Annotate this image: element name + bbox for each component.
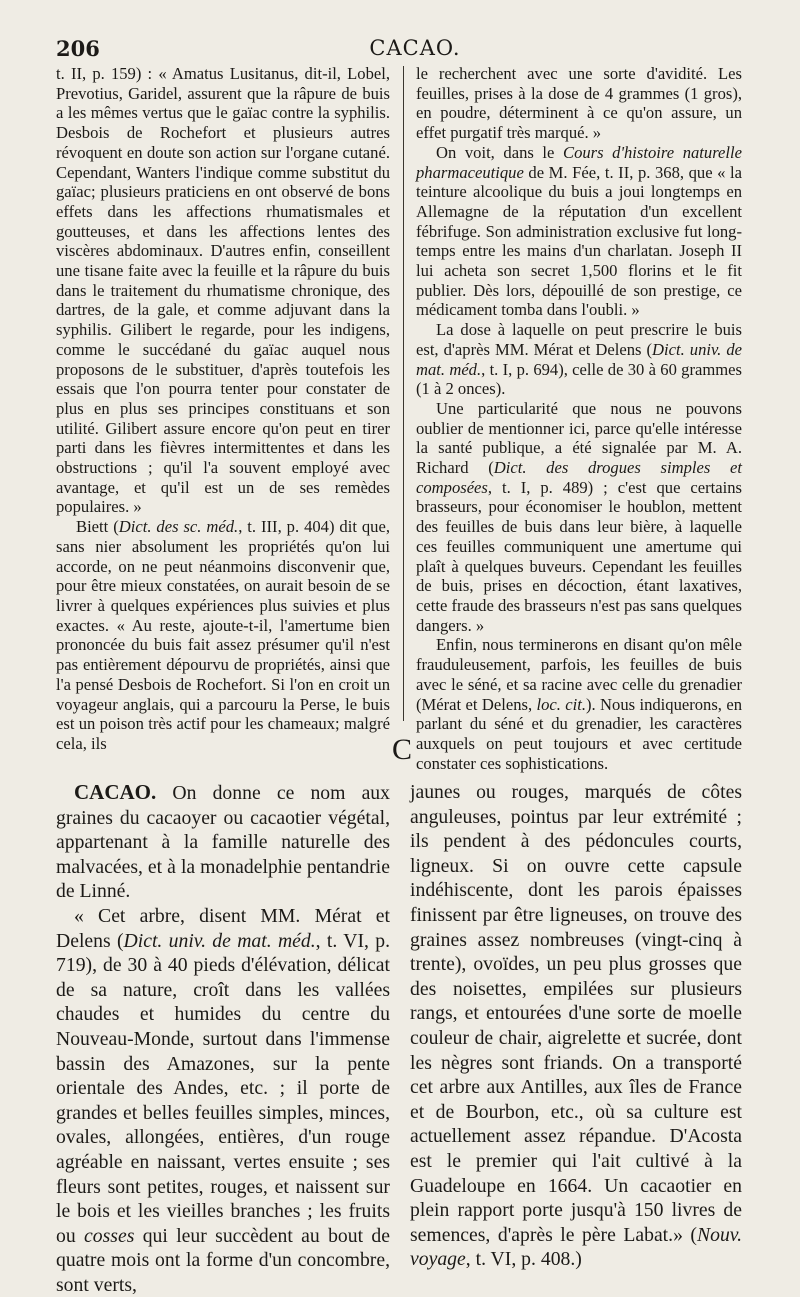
bottom-right-column	[410, 780, 742, 1271]
text: « Cet arbre, disent MM. Mérat et Delens (	[56, 904, 390, 952]
text: ). Nous indiquerons, en parlant du séné et du grenadier, les caractères auxquels on peut toujours et avec certitude constater ces sophistications.	[416, 694, 742, 773]
running-title: CACAO.	[369, 36, 461, 60]
citation: Dict. univ. de mat. méd.	[123, 929, 316, 952]
top-right-column	[416, 64, 743, 773]
paragraph-text: le recherchent avec une sorte d'avidité. Les feuilles, prises à la dose de 4 grammes (1 gros), en poudre, déterminent à ce qu'on assure, un effet purgatif très marqué. »	[416, 64, 742, 143]
citation: Dict. univ. de mat. méd.	[416, 339, 742, 379]
paragraph	[56, 904, 390, 1297]
text: , t. I, p. 489) ; c'est que certains brasseurs, pour économiser le houblon, mettent des feuilles de buis dans leur bière, à laquelle ces feuilles communiquent une amertume qui plaît à quelques buveurs. Cependant les feuilles de buis, prises en décoction, étant laxatives, cette fraude des brasseurs n'est pas sans quelques dangers. »	[416, 477, 743, 635]
page-number: 206	[56, 36, 100, 61]
text: qui leur succèdent au bout de quatre mois ont la forme d'un concombre, sont verts,	[56, 1224, 391, 1296]
text: Une particularité que nous ne pouvons oublier de mentionner ici, parce qu'elle intéresse la santé publique, a été signalée par M. A. Richard (	[416, 398, 742, 478]
citation: Dict. des drogues simples et composées	[416, 458, 743, 497]
text: jaunes ou rouges, marqués de côtes anguleuses, pointus par leur extrémité ; ils pendent à des pédoncules courts, ligneux. Si on ouvre cette capsule indéhiscente, dont les parois épaisses finissent par être ligneuses, on trouve des graines assez nombreuses (vingt-cinq à trente), ovoïdes, un peu plus grosses que des noisettes, empilées sur plusieurs rangs, et entourées d'une sorte de moelle couleur de chair, aigrelette et sucrée, dont les nègres sont friands. On a transporté cet arbre aux Antilles, aux îles de France et de Bourbon, etc., où sa culture est actuellement assez répandue. D'Acosta est le premier qui l'ait cultivé à la Guadeloupe en 1664. Un cacaotier en plein rapport porte jusqu'à 150 livres de semences, d'après le père Labat.» (	[410, 781, 742, 1246]
citation: Nouv. voyage	[410, 1223, 742, 1271]
column-divider	[403, 66, 404, 721]
paragraph	[56, 780, 390, 904]
top-left-column	[56, 64, 390, 753]
citation: Cours d'histoire naturelle pharmaceutique	[416, 142, 742, 182]
text: de M. Fée, t. II, p. 368, que « la teinture alcoolique du buis a joui longtemps en Allemagne de la réputation d'un excellent fébrifuge. Son administration exclusive fut long-temps entre les mains d'un charlatan. Joseph II lui acheta son secret 1,500 florins et le fit publier. Dès lors, dépouillé de son prestige, ce médicament tomba dans l'oubli. »	[416, 162, 742, 320]
paragraph	[410, 780, 742, 1272]
text: On voit, dans le	[436, 142, 563, 162]
text: , t. III, p. 404) dit que, sans nier absolument les propriétés qu'on lui accorde, on ne peut néanmoins disconvenir que, pour être mieux constatées, on aurait besoin de se livrer à quelques expériences plus suivies et plus exactes. « Au reste, ajoute-t-il, l'amertume bien prononcée du buis fait assez présumer qu'il n'est pas entièrement dépourvu de propriétés, ainsi que l'a pensé Desbois de Rochefort. Si l'on en croit un voyageur anglais, qui a parcouru la Perse, le buis est un poison très actif pour les chameaux; malgré cela, ils	[56, 517, 390, 753]
text: , t. VI, p. 408.)	[465, 1248, 582, 1271]
entry-headword: CACAO.	[74, 780, 157, 804]
section-letter: C	[391, 733, 412, 766]
text: La dose à laquelle on peut prescrire le buis est, d'après MM. Mérat et Delens (	[416, 320, 742, 359]
text: On donne ce nom aux graines du cacaoyer ou cacaotier végétal, appartenant à la famille naturelle des malvacées, et à la monadelphie pentandrie de Linné.	[56, 782, 390, 903]
paragraph	[416, 635, 742, 773]
text: Biett (	[76, 517, 119, 537]
paragraph	[416, 399, 742, 635]
paragraph	[416, 143, 742, 320]
paragraph	[416, 320, 742, 399]
citation: loc. cit.	[536, 694, 586, 714]
citation: Dict. des sc. méd.	[118, 517, 239, 537]
text: , t. I, p. 694), celle de 30 à 60 grammes (1 à 2 onces).	[416, 359, 742, 399]
bottom-left-column	[56, 780, 391, 1296]
paragraph-text: t. II, p. 159) : « Amatus Lusitanus, dit-il, Lobel, Prevotius, Garidel, assurent que la râpure de buis a les mêmes vertus que le gaïac contre la syphilis. Desbois de Rochefort et plusieurs autres révoquent en doute son action sur l'organe cutané. Cependant, Wanters l'indique comme substitut du gaïac; plusieurs praticiens en ont observé de bons effets dans les affections rhumatismales et goutteuses, et dans les affections lentes des viscères abdominaux. D'autres enfin, conseillent une tisane faite avec la feuille et la râpure du buis dans le traitement du rhumatisme chronique, des dartres, de la gale, et comme adjuvant dans la syphilis. Gilibert le regarde, pour les indigens, comme le succédané du gaïac auquel nous proposons de le substituer, d'après toutefois les essais que l'on pourra tenter pour constater de plus en plus ses principes constituans et son utilité. Gilibert assure encore qu'on peut en tirer parti dans les fièvres intermittentes et dans les obstructions ; qu'il l'a souvent employé avec avantage, et qu'il est un de ses remèdes populaires. »	[56, 64, 390, 517]
running-head	[56, 36, 774, 66]
text: Enfin, nous terminerons en disant qu'on mêle frauduleusement, parfois, les feuilles de buis avec le séné, et sa racine avec celle du grenadier (Mérat et Delens,	[416, 635, 742, 714]
text: , t. VI, p. 719), de 30 à 40 pieds d'élévation, délicat de sa nature, croît dans les vallées chaudes et humides du centre du Nouveau-Monde, surtout dans l'immense bassin des Amazones, sur la pente orientale des Andes, etc. ; il porte de grandes et belles feuilles simples, minces, ovales, allongées, entières, d'un rouge agréable en naissant, vertes ensuite ; ses fleurs sont petites, rouges, et naissent sur le bois et les vieilles branches ; les fruits ou	[56, 929, 390, 1247]
paragraph	[416, 64, 742, 143]
paragraph	[56, 517, 390, 753]
emphasis: cosses	[84, 1224, 135, 1247]
paragraph	[56, 64, 390, 517]
